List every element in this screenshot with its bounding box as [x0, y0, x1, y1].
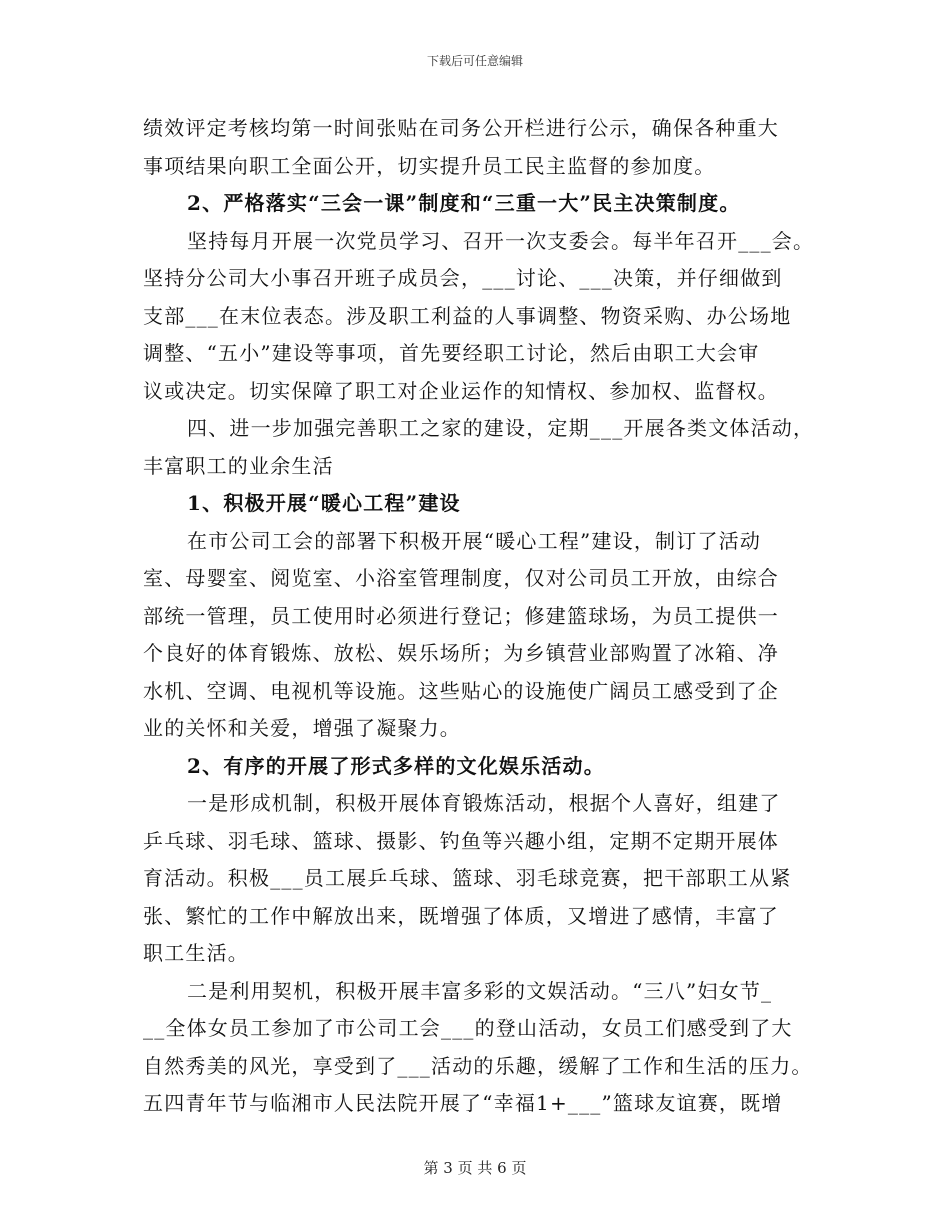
- paragraph-line: 丰富职工的业余生活: [143, 453, 334, 478]
- paragraph-line: 绩效评定考核均第一时间张贴在司务公开栏进行公示，确保各种重大: [143, 116, 779, 140]
- paragraph-line: 自然秀美的风光，享受到了___活动的乐趣，缓解了工作和生活的压力。: [143, 1053, 813, 1078]
- paragraph-line: 二是利用契机，积极开展丰富多彩的文娱活动。“三八”妇女节_: [187, 978, 773, 1003]
- paragraph-line: 坚持每月开展一次党员学习、召开一次支委会。每半年召开___会。: [187, 228, 815, 253]
- paragraph-line: 业的关怀和关爱，增强了凝聚力。: [143, 716, 461, 740]
- paragraph-line: 部统一管理，员工使用时必须进行登记；修建篮球场，为员工提供一: [143, 603, 779, 628]
- paragraph-line: 在市公司工会的部署下积极开展“暖心工程”建设，制订了活动: [187, 528, 762, 553]
- paragraph-line: 四、进一步加强完善职工之家的建设，定期___开展各类文体活动，: [187, 416, 815, 440]
- section-heading: 2、严格落实“三会一课”制度和“三重一大”民主决策制度。: [187, 191, 741, 215]
- paragraph-line: __全体女员工参加了市公司工会___的登山活动，女员工们感受到了大: [143, 1016, 793, 1040]
- paragraph-line: 职工生活。: [143, 941, 249, 965]
- paragraph-line: 五四青年节与临湘市人民法院开展了“幸福1+___”篮球友谊赛，既增: [143, 1091, 783, 1115]
- paragraph-line: 育活动。积极___员工展乒乓球、篮球、羽毛球竞赛，把干部职工从紧: [143, 866, 792, 890]
- paragraph-line: 乒乓球、羽毛球、篮球、摄影、钓鱼等兴趣小组，定期不定期开展体: [143, 828, 779, 853]
- paragraph-line: 支部___在末位表态。涉及职工利益的人事调整、物资采购、办公场地: [143, 303, 792, 328]
- paragraph-line: 坚持分公司大小事召开班子成员会，___讨论、___决策，并仔细做到: [143, 266, 783, 290]
- section-heading: 2、有序的开展了形式多样的文化娱乐活动。: [187, 753, 605, 778]
- paragraph-line: 调整、“五小”建设等事项，首先要经职工讨论，然后由职工大会审: [143, 341, 760, 365]
- paragraph-line: 室、母婴室、阅览室、小浴室管理制度，仅对公司员工开放，由综合: [143, 566, 779, 590]
- paragraph-line: 事项结果向职工全面公开，切实提升员工民主监督的参加度。: [143, 153, 716, 178]
- page-header: 下载后可任意编辑: [426, 54, 523, 68]
- paragraph-line: 张、繁忙的工作中解放出来，既增强了体质，又增进了感情，丰富了: [143, 903, 779, 928]
- document-body: [143, 110, 823, 1123]
- paragraph-line: 个良好的体育锻炼、放松、娱乐场所；为乡镇营业部购置了冰箱、净: [143, 641, 779, 665]
- paragraph-line: 水机、空调、电视机等设施。这些贴心的设施使广阔员工感受到了企: [143, 678, 779, 703]
- page-number: 第 3 页 共 6 页: [423, 1159, 527, 1177]
- paragraph-line: 议或决定。切实保障了职工对企业运作的知情权、参加权、监督权。: [143, 378, 779, 403]
- paragraph-line: 一是形成机制，积极开展体育锻炼活动，根据个人喜好，组建了: [187, 791, 781, 815]
- section-heading: 1、积极开展“暖心工程”建设: [187, 491, 461, 515]
